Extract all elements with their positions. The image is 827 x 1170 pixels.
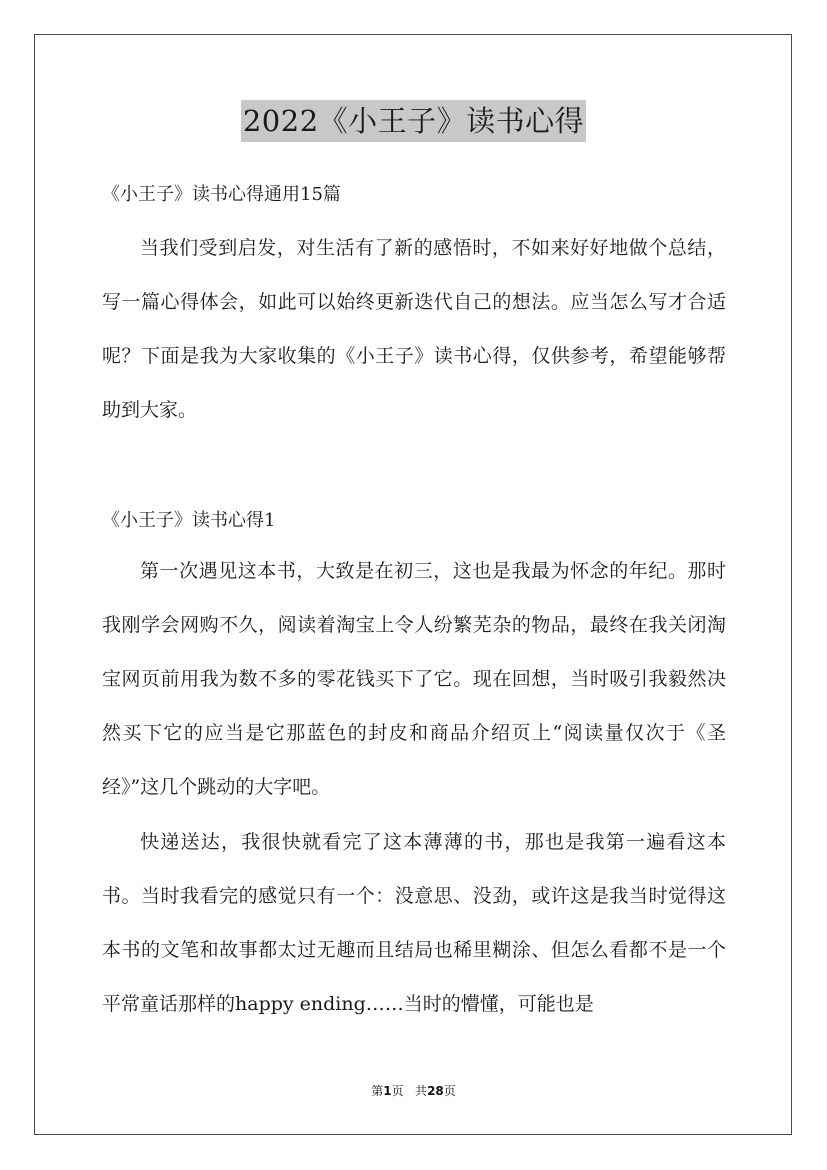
section-heading: 《小王子》读书心得1: [102, 510, 276, 531]
footer-page-prefix: 第: [371, 1084, 384, 1098]
footer-total-prefix: 共: [415, 1084, 428, 1098]
document-title: 2022《小王子》读书心得: [241, 100, 586, 142]
footer-total-pages: 28: [427, 1084, 444, 1098]
footer-page-number: 1: [383, 1084, 392, 1098]
page-footer: [0, 1083, 827, 1099]
document-title-wrap: [0, 100, 827, 142]
body-paragraph-1: 第一次遇见这本书，大致是在初三，这也是我最为怀念的年纪。那时我刚学会网购不久，阅读着淘宝上令人纷繁芜杂的物品，最终在我关闭淘宝网页前用我为数不多的零花钱买下了它。现在回想，当时吸引我毅然决然买下它的应当是它那蓝色的封皮和商品介绍页上“阅读量仅次于《圣经》”这几个跳动的大字吧。: [102, 560, 726, 798]
document-subtitle: 《小王子》读书心得通用15篇: [102, 184, 341, 205]
footer-total-suffix: 页: [443, 1084, 456, 1098]
footer-page-suffix: 页: [391, 1084, 404, 1098]
intro-paragraph: 当我们受到启发，对生活有了新的感悟时，不如来好好地做个总结，写一篇心得体会，如此可以始终更新迭代自己的想法。应当怎么写才合适呢？下面是我为大家收集的《小王子》读书心得，仅供参考，希望能够帮助到大家。: [102, 237, 726, 421]
body-paragraph-2: 快递送达，我很快就看完了这本薄薄的书，那也是我第一遍看这本书。当时我看完的感觉只有一个：没意思、没劲，或许这是我当时觉得这本书的文笔和故事都太过无趣而且结局也稀里糊涂、但怎么看都不是一个平常童话那样的happy ending……当时的懵懂，可能也是: [102, 831, 726, 1015]
